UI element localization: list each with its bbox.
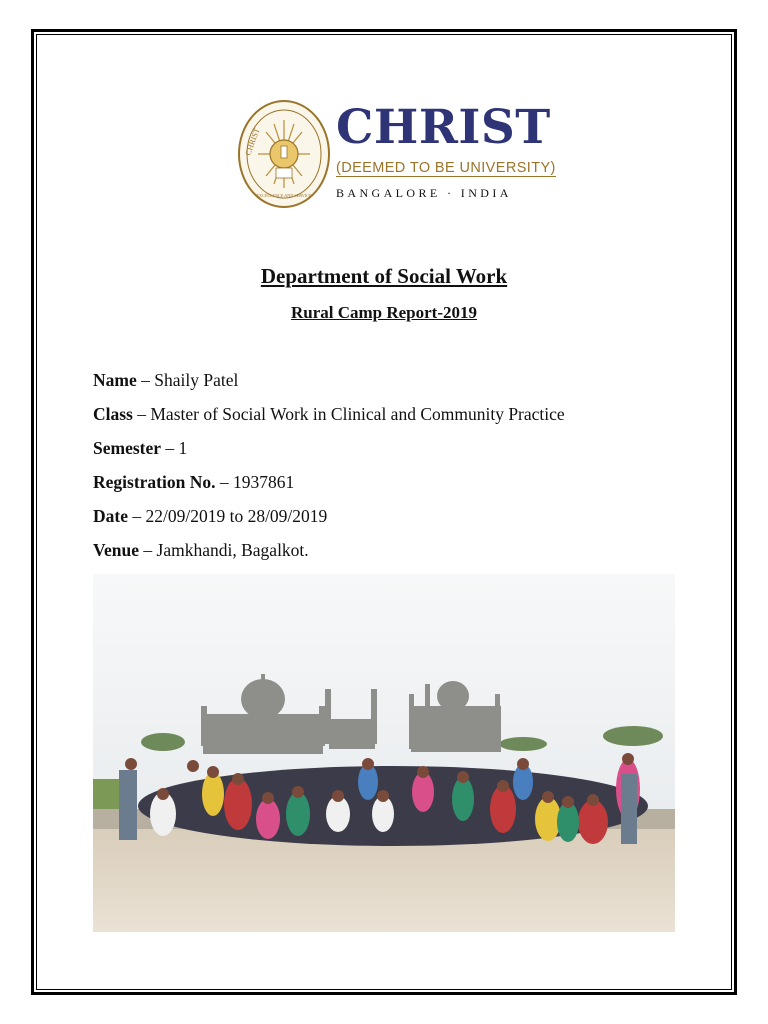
department-heading: Department of Social Work xyxy=(260,264,508,288)
university-logo xyxy=(236,96,556,214)
date-field xyxy=(93,506,565,540)
field-label: Venue xyxy=(93,540,140,560)
field-value: – Shaily Patel xyxy=(136,370,239,390)
semester-field xyxy=(93,438,565,472)
field-label: Name xyxy=(93,370,137,390)
venue-field xyxy=(93,540,565,574)
seal-name-text: CHRIST xyxy=(243,126,262,157)
field-value: – 1937861 xyxy=(215,472,295,492)
university-seal-icon xyxy=(236,98,332,210)
logo-wordmark: CHRIST xyxy=(336,100,551,155)
field-label: Semester xyxy=(93,438,162,458)
report-title: Rural Camp Report-2019 xyxy=(290,303,478,322)
name-field xyxy=(93,370,565,404)
class-field xyxy=(93,404,565,438)
registration-field xyxy=(93,472,565,506)
field-label: Registration No. xyxy=(93,472,216,492)
group-photo xyxy=(93,574,675,932)
student-details xyxy=(93,370,565,574)
field-value: – Master of Social Work in Clinical and Community Practice xyxy=(132,404,565,424)
field-label: Class xyxy=(93,404,133,424)
field-value: – 1 xyxy=(161,438,188,458)
logo-city: BANGALORE · INDIA xyxy=(336,186,512,200)
field-label: Date xyxy=(93,506,128,526)
logo-subtitle: (DEEMED TO BE UNIVERSITY) xyxy=(336,160,556,176)
field-value: – Jamkhandi, Bagalkot. xyxy=(139,540,309,560)
field-value: – 22/09/2019 to 28/09/2019 xyxy=(127,506,328,526)
seal-motto-text: EXCELLENCE AND SERVICE xyxy=(256,193,312,198)
